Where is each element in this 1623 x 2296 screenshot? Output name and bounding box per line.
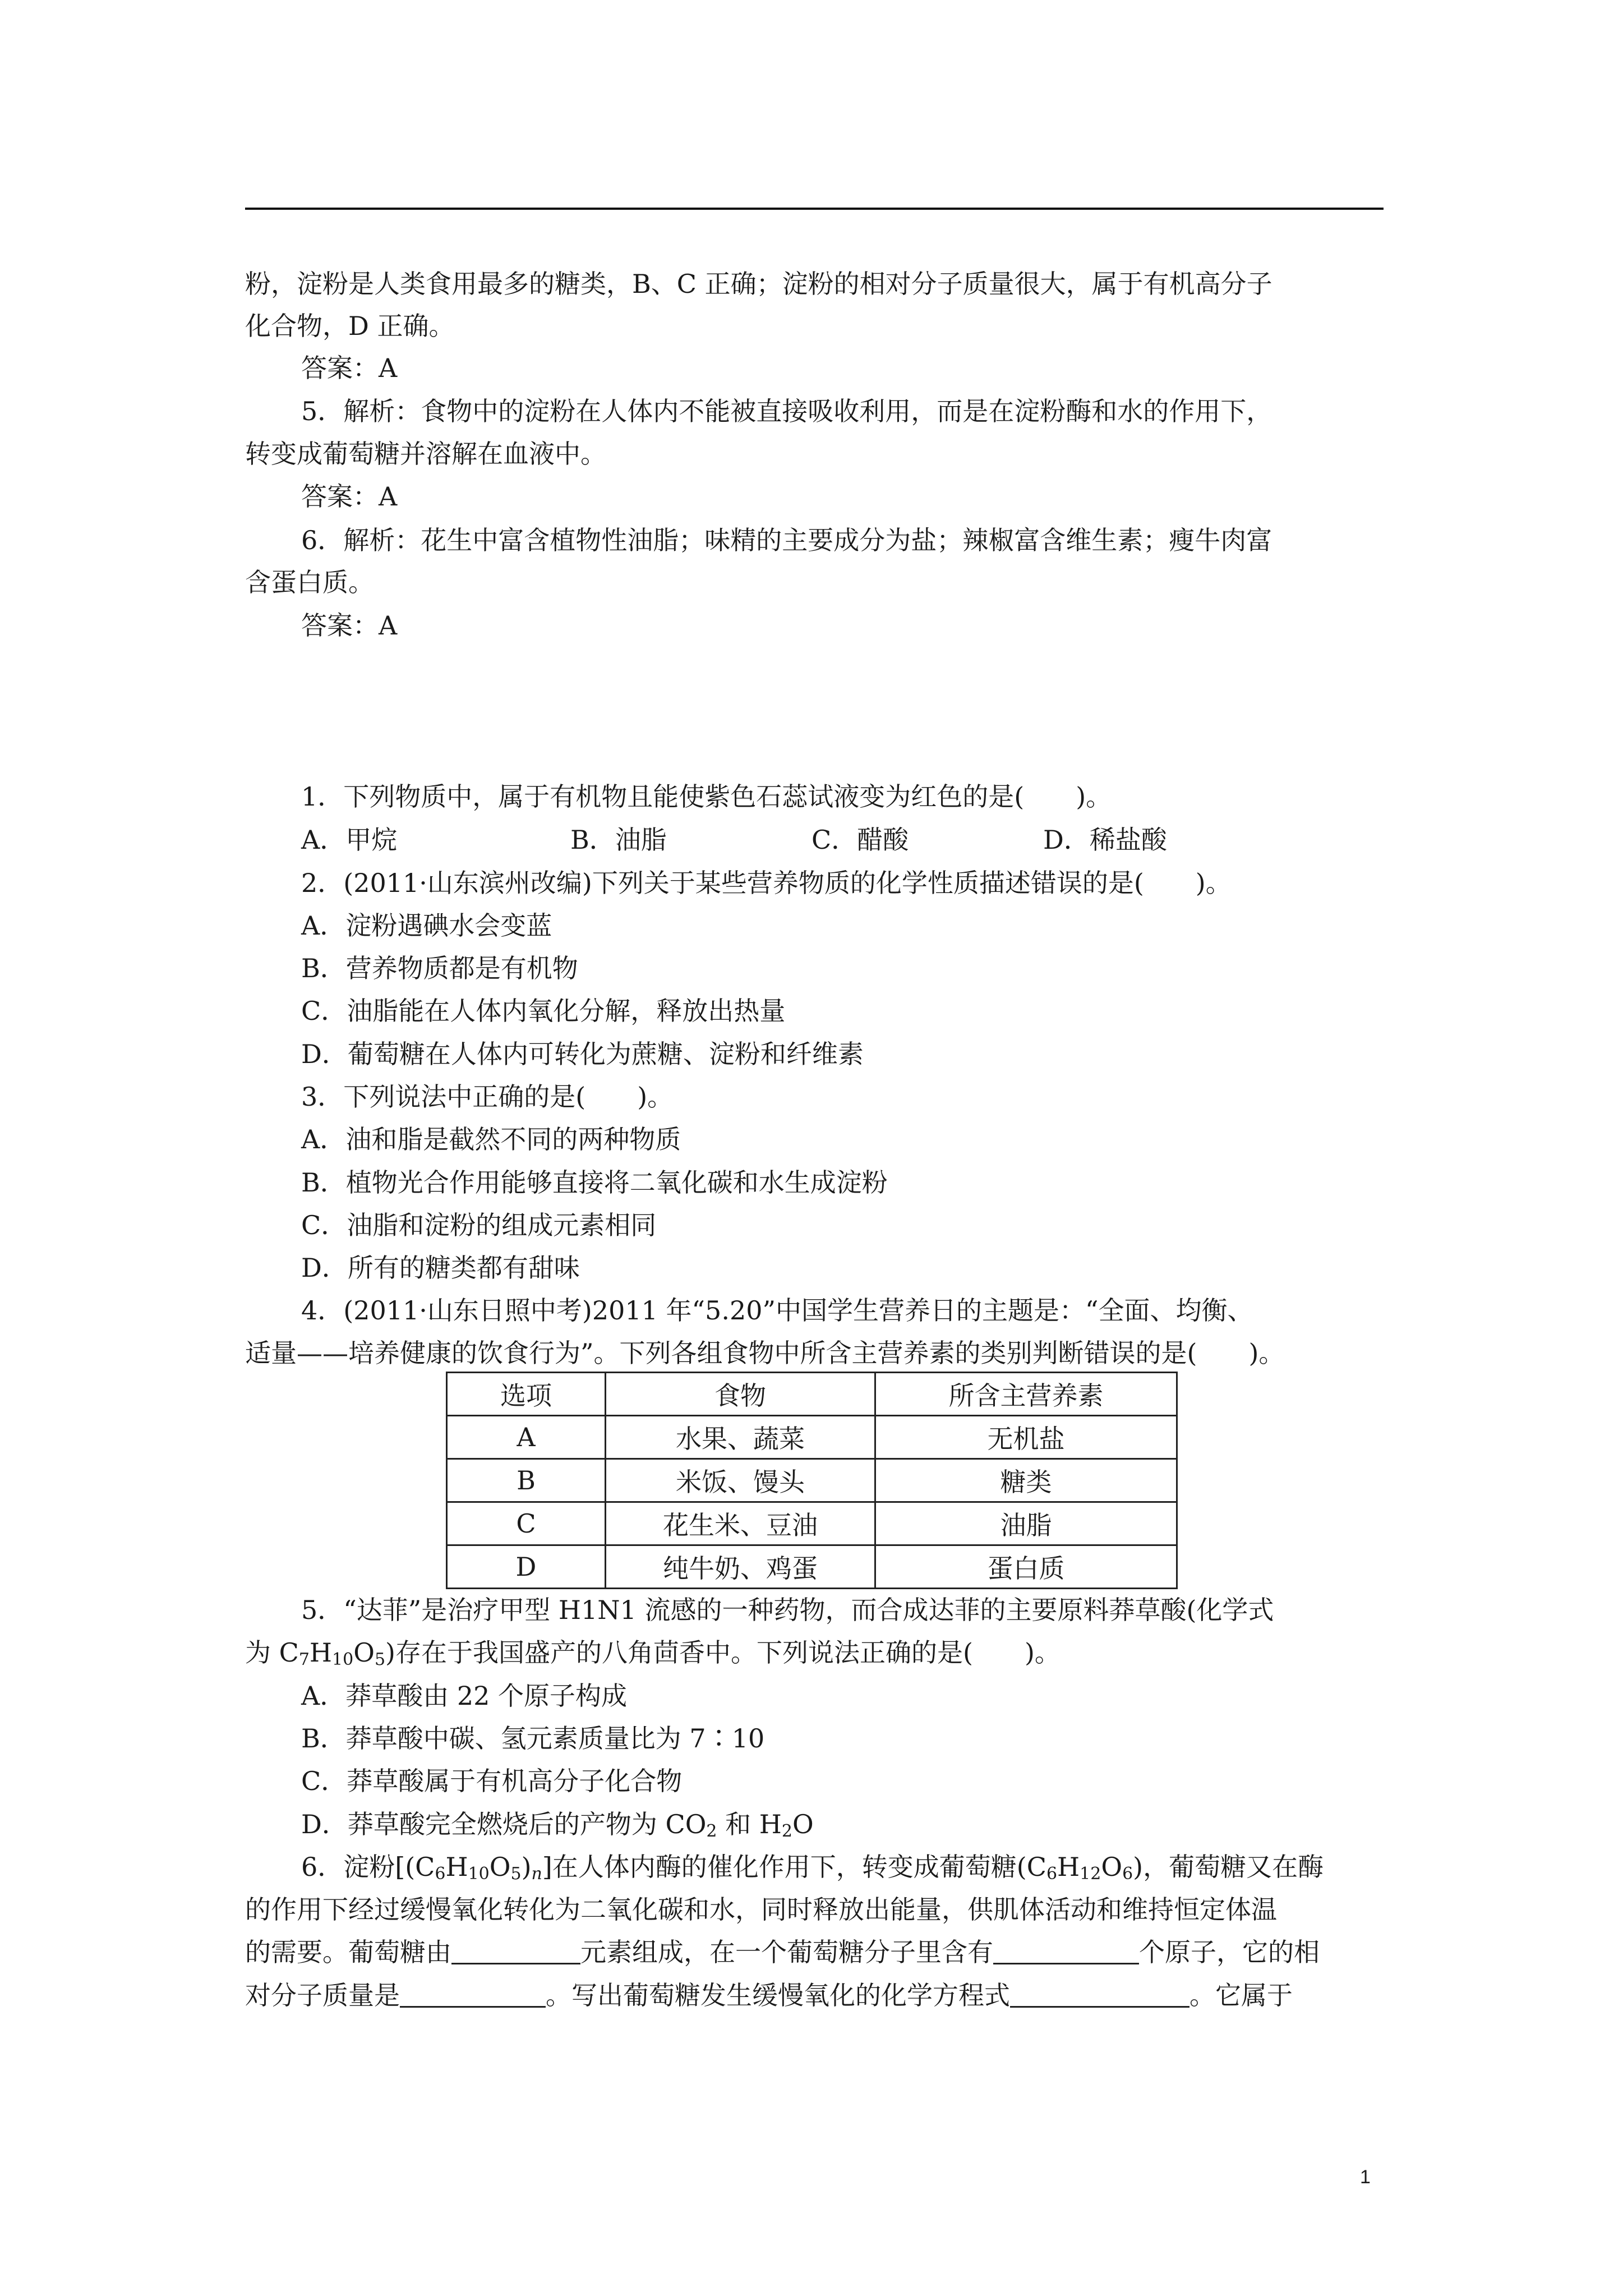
nutrient-table: [446, 1372, 1178, 1589]
question-1-option-b: B．油脂: [570, 825, 667, 855]
table-cell: 糖类: [875, 1459, 1177, 1502]
header-rule: [245, 208, 1384, 210]
table-cell: 纯牛奶、鸡蛋: [606, 1545, 875, 1589]
answer-label: 答案：A: [301, 481, 398, 512]
table-cell: A: [447, 1416, 606, 1459]
question-2-option-b: B．营养物质都是有机物: [301, 953, 578, 983]
answer-label: 答案：A: [301, 353, 398, 383]
question-3-option-b: B．植物光合作用能够直接将二氧化碳和水生成淀粉: [301, 1167, 888, 1198]
table-header-row: [447, 1373, 1177, 1416]
table-cell: 米饭、馒头: [606, 1459, 875, 1502]
question-6-stem: 的需要。葡萄糖由 元素组成，在一个葡萄糖分子里含有 个原子，它的相: [245, 1937, 1320, 1967]
table-cell: 蛋白质: [875, 1545, 1177, 1589]
table-header-cell: 食物: [606, 1373, 875, 1416]
table-cell: C: [447, 1502, 606, 1545]
question-5-option-d: D．莽草酸完全燃烧后的产物为 $CO_2$ 和 $H_2O$: [301, 1809, 814, 1841]
table-row: [447, 1502, 1177, 1545]
question-2-option-d: D．葡萄糖在人体内可转化为蔗糖、淀粉和纤维素: [301, 1039, 864, 1069]
answer-blank[interactable]: [1010, 1984, 1189, 2008]
question-1-stem: 1．下列物质中，属于有机物且能使紫色石蕊试液变为红色的是( )。: [301, 781, 1112, 812]
question-3-option-d: D．所有的糖类都有甜味: [301, 1253, 580, 1283]
answer-blank[interactable]: [451, 1940, 580, 1964]
question-5-option-a: A．莽草酸由 22 个原子构成: [301, 1681, 627, 1711]
answer-label: 答案：A: [301, 610, 398, 641]
answer-text-line: 化合物，D 正确。: [245, 311, 455, 341]
page-number: 1: [1360, 2166, 1371, 2188]
question-3-option-c: C．油脂和淀粉的组成元素相同: [301, 1210, 657, 1240]
question-1-option-a: A．甲烷: [301, 825, 398, 855]
table-cell: 水果、蔬菜: [606, 1416, 875, 1459]
question-3-stem: 3．下列说法中正确的是( )。: [301, 1082, 674, 1112]
question-5-option-c: C．莽草酸属于有机高分子化合物: [301, 1766, 683, 1796]
question-5-option-b: B．莽草酸中碳、氢元素质量比为 7∶10: [301, 1723, 765, 1754]
question-6-stem: 6．淀粉$[(C_6H_{10}O_5)_n]$在人体内酶的催化作用下，转变成葡萄糖$(C_6H_{12}O_6)$，葡萄糖又在酶: [301, 1852, 1324, 1884]
table-cell: D: [447, 1545, 606, 1589]
question-2-option-a: A．淀粉遇碘水会变蓝: [301, 910, 552, 941]
question-2-option-c: C．油脂能在人体内氧化分解，释放出热量: [301, 996, 786, 1026]
explanation-line: 转变成葡萄糖并溶解在血液中。: [245, 439, 606, 469]
answer-text-line: 粉，淀粉是人类食用最多的糖类，B、C 正确；淀粉的相对分子质量很大，属于有机高分子: [245, 269, 1272, 299]
question-2-stem: 2．(2011·山东滨州改编)下列关于某些营养物质的化学性质描述错误的是( )。: [301, 868, 1232, 898]
table-cell: B: [447, 1459, 606, 1502]
question-4-stem: 适量——培养健康的饮食行为”。下列各组食物中所含主营养素的类别判断错误的是( )。: [245, 1338, 1285, 1368]
table-cell: 花生米、豆油: [606, 1502, 875, 1545]
table-row: [447, 1545, 1177, 1589]
question-4-stem: 4．(2011·山东日照中考)2011 年“5.20”中国学生营养日的主题是：“全面、均衡、: [301, 1295, 1253, 1326]
table-row: [447, 1416, 1177, 1459]
table-row: [447, 1459, 1177, 1502]
table-cell: 油脂: [875, 1502, 1177, 1545]
table-header-cell: 选项: [447, 1373, 606, 1416]
question-3-option-a: A．油和脂是截然不同的两种物质: [301, 1124, 681, 1154]
question-5-stem: 为 $C_7H_{10}O_5$)存在于我国盛产的八角茴香中。下列说法正确的是( )。: [245, 1637, 1061, 1669]
question-1-option-d: D．稀盐酸: [1043, 825, 1167, 855]
question-5-stem: 5．“达菲”是治疗甲型 H1N1 流感的一种药物，而合成达菲的主要原料莽草酸(化学式: [301, 1595, 1274, 1625]
table-header-cell: 所含主营养素: [875, 1373, 1177, 1416]
question-1-option-c: C．醋酸: [811, 825, 909, 855]
explanation-line: 6．解析：花生中富含植物性油脂；味精的主要成分为盐；辣椒富含维生素；瘦牛肉富: [301, 525, 1272, 555]
table-cell: 无机盐: [875, 1416, 1177, 1459]
explanation-line: 含蛋白质。: [245, 567, 374, 597]
question-6-stem: 的作用下经过缓慢氧化转化为二氧化碳和水，同时释放出能量，供肌体活动和维持恒定体温: [245, 1894, 1277, 1925]
answer-blank[interactable]: [400, 1984, 546, 2008]
answer-blank[interactable]: [993, 1940, 1139, 1964]
explanation-line: 5．解析：食物中的淀粉在人体内不能被直接吸收利用，而是在淀粉酶和水的作用下，: [301, 396, 1272, 426]
question-6-stem: 对分子质量是 。写出葡萄糖发生缓慢氧化的化学方程式 。它属于: [245, 1980, 1293, 2010]
